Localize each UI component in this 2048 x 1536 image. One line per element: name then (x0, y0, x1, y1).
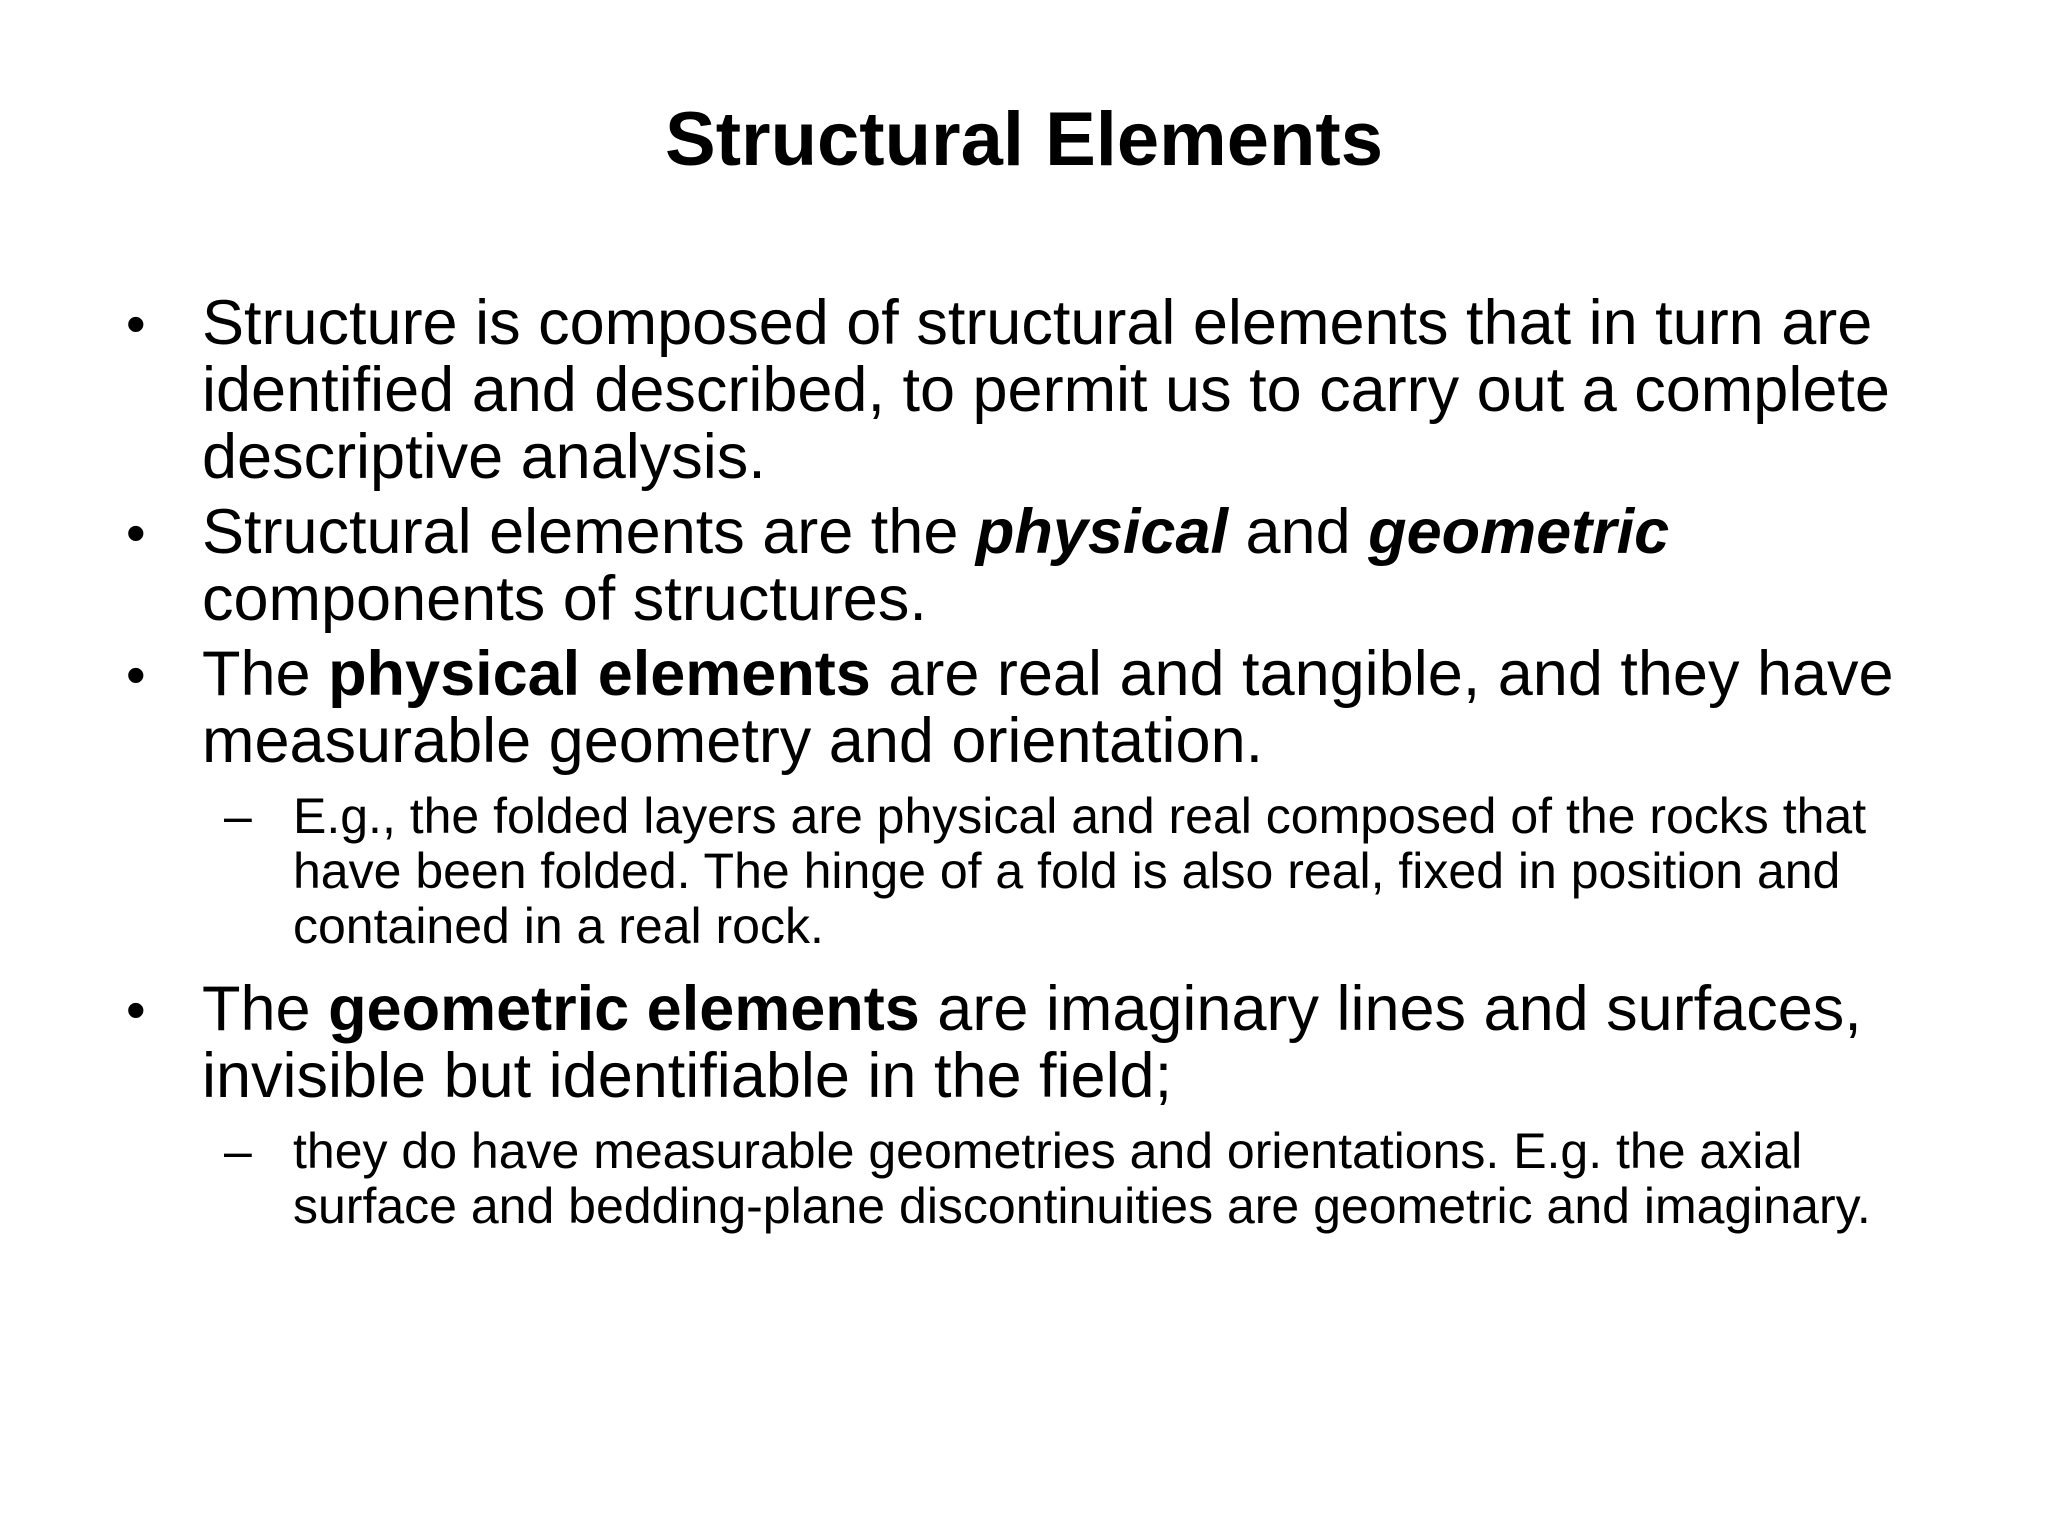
bullet-marker: • (126, 643, 146, 706)
bullet-list (0, 290, 2048, 1256)
sub-bullet-item (0, 1124, 2048, 1234)
bullet-item (0, 641, 2048, 775)
sub-bullet-marker: – (224, 1123, 252, 1179)
bullet-item (0, 290, 2048, 491)
bullet-item (0, 499, 2048, 633)
bullet-text: Structure is composed of structural elements that in turn are identified and described, to permit us to carry out a complete descriptive analysis. (202, 288, 1890, 492)
strong-physical-elements: physical elements (328, 639, 871, 709)
bullet-marker: • (126, 292, 146, 355)
sub-bullet-item (0, 789, 2048, 954)
bullet-text: are real and tangible, and they have measurable geometry and orientation. (202, 639, 1894, 776)
bullet-item (0, 976, 2048, 1110)
bullet-text: Structural elements are the (202, 497, 976, 567)
sub-bullet-marker: – (224, 788, 252, 844)
sub-bullet-text: they do have measurable geometries and orientations. E.g. the axial surface and bedding-plane discontinuities are geometric and imaginary. (293, 1123, 1871, 1234)
bullet-text: The (202, 639, 329, 709)
bullet-text: The (202, 974, 329, 1044)
bullet-text: and (1228, 497, 1369, 567)
strong-geometric-elements: geometric elements (328, 974, 920, 1044)
emphasis-physical: physical (975, 497, 1228, 567)
bullet-marker: • (126, 501, 146, 564)
emphasis-geometric: geometric (1368, 497, 1670, 567)
bullet-marker: • (126, 978, 146, 1041)
slide-title: Structural Elements (665, 97, 1383, 182)
sub-bullet-text: E.g., the folded layers are physical and real composed of the rocks that have been folded. The hinge of a fold is also real, fixed in position and contained in a real rock. (293, 788, 1867, 954)
bullet-text: are imaginary lines and surfaces, invisible but identifiable in the field; (202, 974, 1862, 1111)
bullet-text: components of structures. (202, 564, 927, 634)
